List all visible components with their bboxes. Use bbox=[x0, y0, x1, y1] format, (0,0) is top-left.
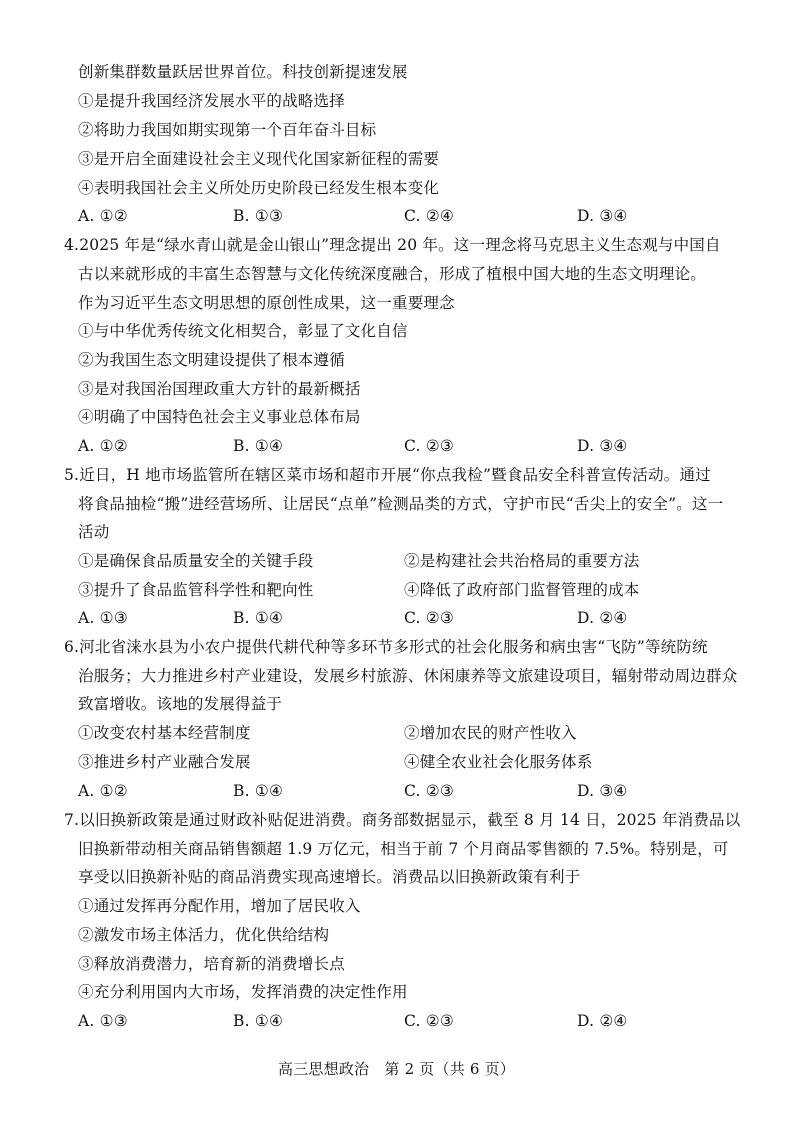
q3-option-c[interactable]: C. ②④ bbox=[404, 207, 454, 225]
q6-stem-line-3: 致富增收。该地的发展得益于 bbox=[78, 695, 283, 713]
q3-item-2: ②将助力我国如期实现第一个百年奋斗目标 bbox=[78, 121, 377, 139]
q4-stem-line-3: 作为习近平生态文明思想的原创性成果，这一重要理念 bbox=[78, 294, 455, 312]
q6-option-c[interactable]: C. ②③ bbox=[404, 782, 454, 800]
q4-options bbox=[78, 436, 718, 456]
q7-stem-line-2: 旧换新带动相关商品销售额超 1.9 万亿元，相当于前 7 个月商品零售额的 7.5%。特别是，可 bbox=[78, 840, 729, 858]
q4-option-d[interactable]: D. ③④ bbox=[577, 437, 628, 455]
q5-option-b[interactable]: B. ①④ bbox=[233, 609, 284, 627]
q4-item-4: ④明确了中国特色社会主义事业总体布局 bbox=[78, 408, 361, 426]
q4-option-a[interactable]: A. ①② bbox=[78, 437, 128, 455]
q7-option-c[interactable]: C. ②③ bbox=[404, 1012, 454, 1030]
q6-item-1: ①改变农村基本经营制度 bbox=[78, 724, 251, 742]
q6-options bbox=[78, 781, 718, 801]
q6-option-b[interactable]: B. ①④ bbox=[233, 782, 284, 800]
q7-option-b[interactable]: B. ①④ bbox=[233, 1012, 284, 1030]
q7-stem-line-3: 享受以旧换新补贴的商品消费实现高速增长。消费品以旧换新政策有利于 bbox=[78, 868, 581, 886]
q3-item-1: ①是提升我国经济发展水平的战略选择 bbox=[78, 92, 345, 110]
q7-item-2: ②激发市场主体活力，优化供给结构 bbox=[78, 926, 330, 944]
q5-item-4: ④降低了政府部门监督管理的成本 bbox=[404, 581, 640, 599]
q5-item-2: ②是构建社会共治格局的重要方法 bbox=[404, 552, 640, 570]
q4-stem-line-1: 4.2025 年是“绿水青山就是金山银山”理念提出 20 年。这一理念将马克思主义生态观与中国自 bbox=[64, 236, 721, 254]
q3-option-d[interactable]: D. ③④ bbox=[577, 207, 628, 225]
q3-stem-line: 创新集群数量跃居世界首位。科技创新提速发展 bbox=[78, 63, 408, 81]
q5-items-row-2 bbox=[78, 580, 718, 600]
q6-items-row-2 bbox=[78, 752, 718, 772]
q7-item-4: ④充分利用国内大市场，发挥消费的决定性作用 bbox=[78, 983, 408, 1001]
q5-stem-line-1: 5.近日，H 地市场监管所在辖区菜市场和超市开展“你点我检”暨食品安全科普宣传活动。通过 bbox=[64, 466, 711, 484]
q6-items-row-1 bbox=[78, 723, 718, 743]
q7-stem-line-1: 7.以旧换新政策是通过财政补贴促进消费。商务部数据显示，截至 8 月 14 日，2025 年消费品以 bbox=[64, 811, 741, 829]
q7-option-a[interactable]: A. ①③ bbox=[78, 1012, 128, 1030]
q6-item-4: ④健全农业社会化服务体系 bbox=[404, 753, 593, 771]
q6-stem-line-2: 治服务；大力推进乡村产业建设，发展乡村旅游、休闲康养等文旅建设项目，辐射带动周边群众 bbox=[78, 667, 738, 685]
q6-item-2: ②增加农民的财产性收入 bbox=[404, 724, 577, 742]
q5-stem-line-2: 将食品抽检“搬”进经营场所、让居民“点单”检测品类的方式，守护市民“舌尖上的安全”。这一 bbox=[78, 495, 724, 513]
q4-item-3: ③是对我国治国理政重大方针的最新概括 bbox=[78, 380, 361, 398]
q6-item-3: ③推进乡村产业融合发展 bbox=[78, 753, 251, 771]
q4-option-c[interactable]: C. ②③ bbox=[404, 437, 454, 455]
q7-option-d[interactable]: D. ②④ bbox=[577, 1012, 628, 1030]
q5-item-3: ③提升了食品监管科学性和靶向性 bbox=[78, 581, 314, 599]
q3-option-b[interactable]: B. ①③ bbox=[233, 207, 284, 225]
q5-stem-line-3: 活动 bbox=[78, 523, 110, 541]
q4-option-b[interactable]: B. ①④ bbox=[233, 437, 284, 455]
q5-option-d[interactable]: D. ②④ bbox=[577, 609, 628, 627]
q7-options bbox=[78, 1011, 718, 1031]
q4-item-1: ①与中华优秀传统文化相契合，彰显了文化自信 bbox=[78, 322, 408, 340]
q7-item-1: ①通过发挥再分配作用，增加了居民收入 bbox=[78, 897, 361, 915]
q6-stem-line-1: 6.河北省涞水县为小农户提供代耕代种等多环节多形式的社会化服务和病虫害“飞防”等统防统 bbox=[64, 638, 708, 656]
q5-item-1: ①是确保食品质量安全的关键手段 bbox=[78, 552, 314, 570]
q6-option-a[interactable]: A. ①② bbox=[78, 782, 128, 800]
page-footer: 高三思想政治 第 2 页（共 6 页） bbox=[278, 1060, 515, 1078]
q3-options bbox=[78, 206, 718, 226]
q4-item-2: ②为我国生态文明建设提供了根本遵循 bbox=[78, 351, 345, 369]
q6-option-d[interactable]: D. ③④ bbox=[577, 782, 628, 800]
q5-option-a[interactable]: A. ①③ bbox=[78, 609, 128, 627]
q5-items-row-1 bbox=[78, 551, 718, 571]
q4-stem-line-2: 古以来就形成的丰富生态智慧与文化传统深度融合，形成了植根中国大地的生态文明理论。 bbox=[78, 265, 707, 283]
q3-item-4: ④表明我国社会主义所处历史阶段已经发生根本变化 bbox=[78, 179, 440, 197]
q3-option-a[interactable]: A. ①② bbox=[78, 207, 128, 225]
q5-options bbox=[78, 608, 718, 628]
q3-item-3: ③是开启全面建设社会主义现代化国家新征程的需要 bbox=[78, 150, 440, 168]
q5-option-c[interactable]: C. ②③ bbox=[404, 609, 454, 627]
q7-item-3: ③释放消费潜力，培育新的消费增长点 bbox=[78, 955, 345, 973]
